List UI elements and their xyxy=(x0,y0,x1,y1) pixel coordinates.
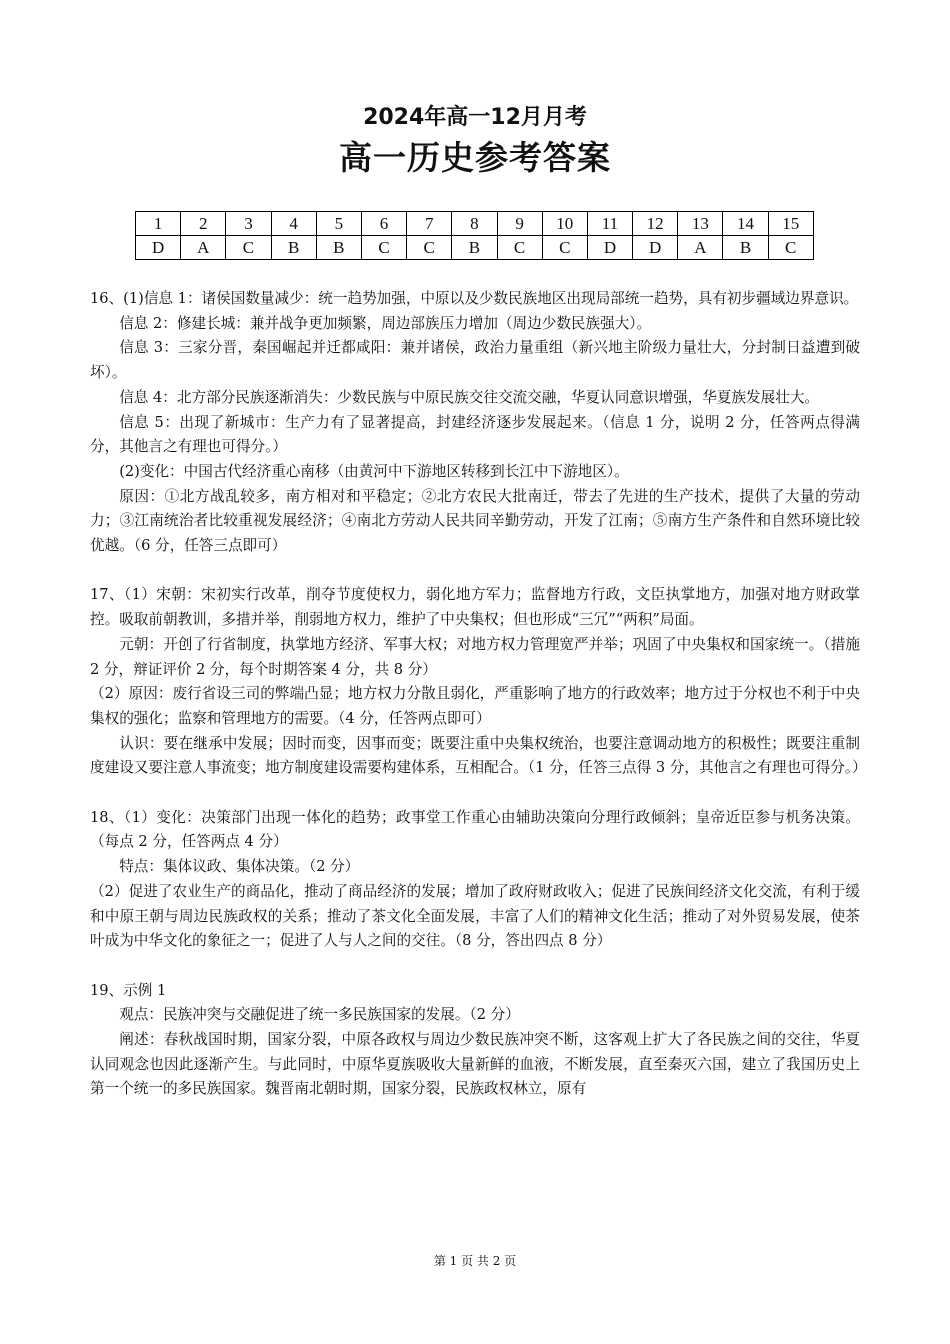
question-number-cell: 8 xyxy=(452,212,497,236)
answer-cell: A xyxy=(678,236,723,260)
paragraph: 19、示例 1 xyxy=(90,981,167,999)
answer-cell: A xyxy=(181,236,226,260)
paragraph: 阐述：春秋战国时期，国家分裂，中原各政权与周边少数民族冲突不断，这客观上扩大了各民族之间的交往，华夏认同观念也因此逐渐产生。与此同时，中原华夏族吸收大量新鲜的血液，不断发展，直至秦灭六国，建立了我国历史上第一个统一的多民族国家。魏晋南北朝时期，国家分裂，民族政权林立，原有 xyxy=(90,1031,860,1098)
paragraph: 信息 4：北方部分民族逐渐消失：少数民族与中原民族交往交流交融，华夏认同意识增强，华夏族发展壮大。 xyxy=(119,388,820,406)
paragraph: 17、（1）宋朝：宋初实行改革，削夺节度使权力，弱化地方军力；监督地方行政，文臣执掌地方，加强对地方财政掌控。吸取前朝教训，多措并举，削弱地方权力，维护了中央集权；但也形成“三冗”“两积”局面。 xyxy=(90,586,860,629)
answer-cell: B xyxy=(271,236,316,260)
answer-cell: B xyxy=(452,236,497,260)
paragraph: 原因：①北方战乱较多，南方相对和平稳定；②北方农民大批南迁，带去了先进的生产技术，提供了大量的劳动力；③江南统治者比较重视发展经济；④南北方劳动人民共同辛勤劳动，开发了江南；⑤南方生产条件和自然环境比较优越。（6 分，任答三点即可） xyxy=(90,487,860,555)
question-number-cell: 14 xyxy=(723,212,768,236)
answer-cell: C xyxy=(361,236,406,260)
answer-cell: C xyxy=(542,236,587,260)
question-number-cell: 7 xyxy=(407,212,452,236)
answer-table-number-row xyxy=(136,212,814,236)
answer-cell: B xyxy=(316,236,361,260)
paragraph: 特点：集体议政、集体决策。（2 分） xyxy=(119,858,360,876)
question-number-cell: 11 xyxy=(587,212,632,236)
question-number-cell: 4 xyxy=(271,212,316,236)
answer-cell: D xyxy=(587,236,632,260)
answer-table-answer-row xyxy=(136,236,814,260)
answer-cell: C xyxy=(497,236,542,260)
question-number-cell: 13 xyxy=(678,212,723,236)
paragraph: 信息 5：出现了新城市：生产力有了显著提高，封建经济逐步发展起来。（信息 1 分，说明 2 分，任答两点得满分，其他言之有理也可得分。） xyxy=(90,413,860,456)
answer-cell: D xyxy=(633,236,678,260)
question-number-cell: 10 xyxy=(542,212,587,236)
paragraph: （2）原因：废行省设三司的弊端凸显；地方权力分散且弱化，严重影响了地方的行政效率；地方过于分权也不利于中央集权的强化；监察和管理地方的需要。（4 分，任答两点即可） xyxy=(90,685,860,727)
paragraph: （2）促进了农业生产的商品化，推动了商品经济的发展；增加了政府财政收入；促进了民族间经济文化交流，有利于缓和中原王朝与周边民族政权的关系；推动了茶文化全面发展，丰富了人们的精神文化生活；推动了对外贸易发展，使茶叶成为中华文化的象征之一；促进了人与人之间的交往。（8 分，答出四点 8 分） xyxy=(90,882,860,950)
answer-cell: C xyxy=(768,236,813,260)
paragraph: 元朝：开创了行省制度，执掌地方经济、军事大权；对地方权力管理宽严并举；巩固了中央集权和国家统一。（措施 2 分，辩证评价 2 分，每个时期答案 4 分，共 8 分） xyxy=(90,635,860,678)
question-number-cell: 9 xyxy=(497,212,542,236)
answer-table xyxy=(135,211,814,260)
answer-cell: B xyxy=(723,236,768,260)
question-number-cell: 6 xyxy=(361,212,406,236)
question-number-cell: 1 xyxy=(136,212,181,236)
answer-content xyxy=(90,287,867,1102)
answer-cell: C xyxy=(226,236,271,260)
question-18-answer xyxy=(90,806,860,954)
answer-cell: C xyxy=(407,236,452,260)
answer-cell: D xyxy=(136,236,181,260)
question-16-answer xyxy=(90,287,860,559)
paragraph: 认识：要在继承中发展；因时而变，因事而变；既要注重中央集权统治，也要注意调动地方的积极性；既要注重制度建设又要注意人事流变；地方制度建设需要构建体系，互相配合。（1 分，任答三点得 3 分，其他言之有理也可得分。） xyxy=(90,734,867,777)
paragraph: 18、（1）变化：决策部门出现一体化的趋势；政事堂工作重心由辅助决策向分理行政倾斜；皇帝近臣参与机务决策。（每点 2 分，任答两点 4 分） xyxy=(90,808,860,851)
paragraph: 16、(1)信息 1：诸侯国数量减少：统一趋势加强，中原以及少数民族地区出现局部统一趋势，具有初步疆域边界意识。 xyxy=(90,290,859,307)
page-title: 高一历史参考答案 xyxy=(339,138,611,177)
paragraph: 信息 2：修建长城：兼并战争更加频繁，周边部族压力增加（周边少数民族强大）。 xyxy=(119,314,652,332)
question-number-cell: 5 xyxy=(316,212,361,236)
question-number-cell: 3 xyxy=(226,212,271,236)
question-number-cell: 15 xyxy=(768,212,813,236)
paragraph: 观点：民族冲突与交融促进了统一多民族国家的发展。（2 分） xyxy=(119,1006,520,1024)
question-17-answer xyxy=(90,583,867,781)
question-number-cell: 12 xyxy=(633,212,678,236)
page-number: 第 1 页 共 2 页 xyxy=(433,1254,517,1268)
question-number-cell: 2 xyxy=(181,212,226,236)
paragraph: 信息 3：三家分晋，秦国崛起并迁都咸阳：兼并诸侯，政治力量重组（新兴地主阶级力量壮大，分封制日益遭到破坏）。 xyxy=(90,339,860,382)
paragraph: (2)变化：中国古代经济重心南移（由黄河中下游地区转移到长江中下游地区）。 xyxy=(119,462,629,480)
question-19-answer xyxy=(90,979,860,1103)
exam-title: 2024年高一12月月考 xyxy=(363,105,587,130)
